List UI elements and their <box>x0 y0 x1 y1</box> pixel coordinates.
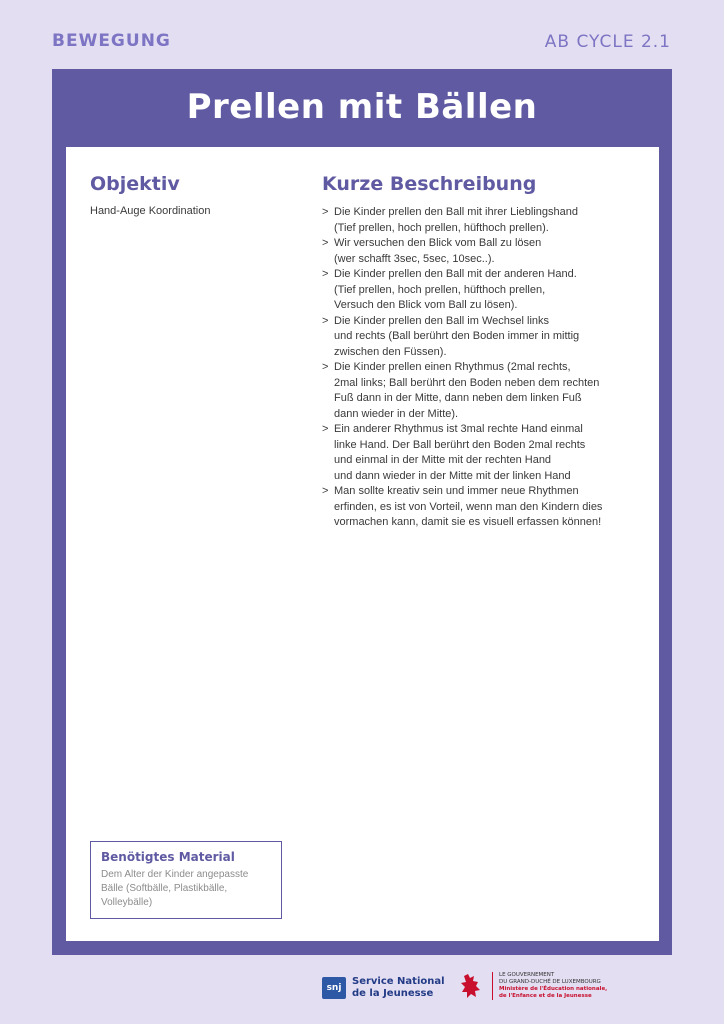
bullet-marker: > <box>322 268 329 280</box>
description-line: Die Kinder prellen den Ball mit ihrer Lieblingshand <box>334 206 578 218</box>
description-item <box>322 314 642 361</box>
government-text <box>492 972 607 1000</box>
description-line: Wir versuchen den Blick vom Ball zu lösen <box>334 237 542 249</box>
description-line: erfinden, es ist von Vorteil, wenn man den Kindern dies <box>334 500 603 513</box>
description-line: Man sollte kreativ sein und immer neue Rhythmen <box>334 485 579 497</box>
description-line: vormachen kann, damit sie es visuell erfassen können! <box>334 516 602 528</box>
description-line: Die Kinder prellen den Ball im Wechsel links <box>334 314 550 327</box>
bullet-marker: > <box>322 206 329 218</box>
material-heading: Benötigtes Material <box>101 850 235 864</box>
bullet-marker: > <box>322 423 329 435</box>
bullet-marker: > <box>322 485 329 497</box>
description-item <box>322 422 642 484</box>
content-panel <box>66 147 659 941</box>
bullet-marker: > <box>322 314 329 327</box>
snj-logo-block <box>322 976 445 1000</box>
description-item <box>322 267 642 314</box>
snj-logo-icon: snj <box>322 977 346 999</box>
description-line: (Tief prellen, hoch prellen, hüfthoch prellen, <box>334 283 546 296</box>
description-item <box>322 236 642 267</box>
material-box <box>90 841 282 919</box>
material-line: Bälle (Softbälle, Plastikbälle, <box>101 883 228 894</box>
description-line: (wer schafft 3sec, 5sec, 10sec..). <box>334 252 495 265</box>
red-lion-icon <box>458 972 484 1000</box>
snj-name <box>352 976 445 1000</box>
description-line: Ein anderer Rhythmus ist 3mal rechte Hand einmal <box>334 423 583 435</box>
gov-line: LE GOUVERNEMENT <box>499 972 555 978</box>
bullet-marker: > <box>322 237 329 249</box>
description-line: und dann wieder in der Mitte mit der linken Hand <box>334 469 571 482</box>
activity-card <box>52 69 672 955</box>
description-item <box>322 484 642 531</box>
cycle-label: AB CYCLE 2.1 <box>544 32 671 52</box>
card-title: Prellen mit Bällen <box>186 87 538 127</box>
material-line: Dem Alter der Kinder angepasste <box>101 869 249 880</box>
category-label: BEWEGUNG <box>52 31 171 51</box>
description-line: Die Kinder prellen den Ball mit der anderen Hand. <box>334 268 577 280</box>
description-line: und rechts (Ball berührt den Boden immer in mittig <box>334 330 580 342</box>
snj-line: de la Jeunesse <box>352 988 434 999</box>
description-line: Versuch den Blick vom Ball zu lösen). <box>334 299 518 311</box>
description-list <box>322 205 642 531</box>
description-item <box>322 205 642 236</box>
gov-line: de l'Enfance et de la Jeunesse <box>499 993 592 999</box>
description-heading: Kurze Beschreibung <box>322 173 537 195</box>
description-line: Fuß dann in der Mitte, dann neben dem linken Fuß <box>334 392 582 404</box>
description-line: und einmal in der Mitte mit der rechten Hand <box>334 454 552 466</box>
objective-text: Hand-Auge Koordination <box>90 205 211 217</box>
bullet-marker: > <box>322 361 329 373</box>
description-line: dann wieder in der Mitte). <box>334 407 459 420</box>
government-logo-block <box>458 972 607 1000</box>
gov-line: DU GRAND-DUCHÉ DE LUXEMBOURG <box>499 979 601 985</box>
objective-heading: Objektiv <box>90 173 180 195</box>
material-line: Volleybälle) <box>101 897 153 908</box>
snj-line: Service National <box>352 976 445 987</box>
description-line: Die Kinder prellen einen Rhythmus (2mal rechts, <box>334 361 571 373</box>
description-line: 2mal links; Ball berührt den Boden neben dem rechten <box>334 376 600 389</box>
description-line: zwischen den Füssen). <box>334 345 447 358</box>
description-item <box>322 360 642 422</box>
description-line: (Tief prellen, hoch prellen, hüfthoch prellen). <box>334 221 549 234</box>
description-line: linke Hand. Der Ball berührt den Boden 2mal rechts <box>334 438 586 451</box>
gov-line: Ministère de l'Éducation nationale, <box>499 986 608 992</box>
